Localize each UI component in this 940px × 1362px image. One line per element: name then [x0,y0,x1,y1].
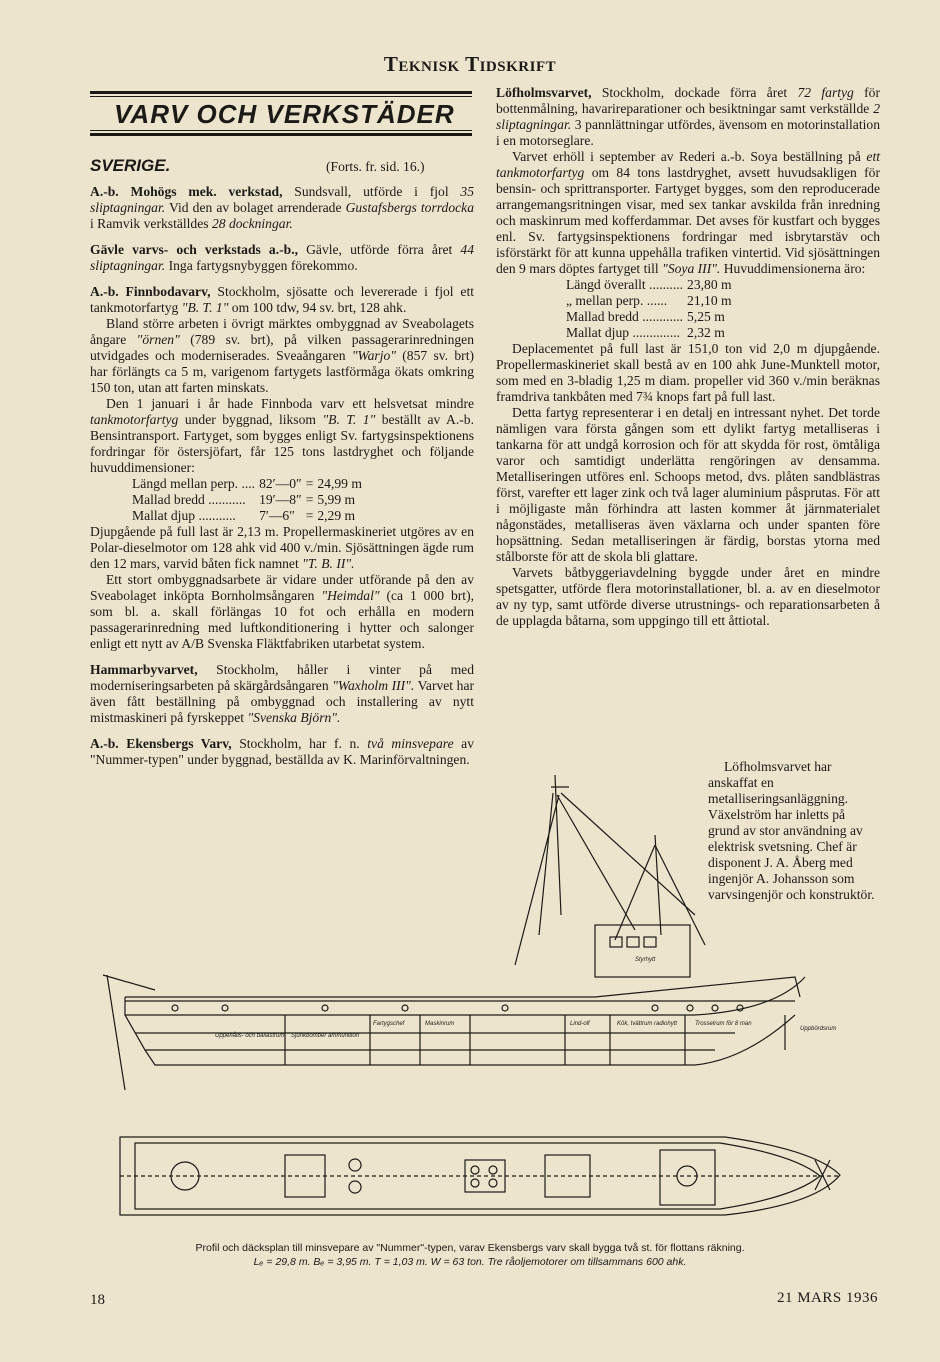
text-run: Sundsvall, utförde i fjol [282,184,461,199]
text-run: (789 sv. brt), på vilken passagerarinredningen utvidgades och moderniserades. Sveaångaren [90,332,474,363]
text-run: Varvet har även fått beställning på ombyggnad och installering av nytt mistmaskineri på fyrskeppet [90,678,475,725]
label-uppbordsrum: Uppbördsrum [800,1026,837,1032]
left-para-propeller [90,524,474,572]
text-run: Inga fartygsnybyggen förekommo. [165,258,358,273]
right-para-metallisering [496,405,880,565]
text-run: 44 sliptagningar. [90,242,475,273]
text-run: A.-b. Mohögs mek. verkstad, [90,184,283,199]
page-number: 18 [90,1292,105,1308]
text-run: A.-b. Finnbodavarv, [90,284,211,299]
text-run: Gustafsbergs torrdocka [345,200,474,215]
text-run: "Waxholm III". [332,678,415,693]
right-para-batbyggeri [496,565,880,629]
left-para-ornen [90,316,474,396]
country-heading: SVERIGE. [90,156,171,175]
left-para-gavle [90,242,474,274]
text-run: Den 1 januari i år hade Finnboda varv ett helsvetsat mindre [106,396,474,411]
text-run: 2 sliptagningar. [496,101,880,132]
left-para-heimdal [90,572,474,652]
text-run: Ett stort ombyggnadsarbete är vidare under utförande på den av Sveabolaget inköpta Bornholmsångaren [90,572,474,603]
figure-caption [90,1241,850,1269]
text-run: under byggnad, liksom [178,412,323,427]
label-lind-olf: Lind-olf [570,1021,590,1027]
dims-row: Mallat djup .............. 2,32 m [566,325,725,340]
right-para-lofholm [496,85,880,149]
masthead: Teknisk Tidskrift [383,52,557,76]
text-run: Djupgående på full last är 2,13 m. Propellermaskineriet utgöres av en Polar-dieselmotor om 128 ahk vid 400 v./min. Sjösättningen ägde rum den 12 mars, varvid båten fick namnet [90,524,474,571]
text-run: Varvet erhöll i september av Rederi a.-b. Soya beställning på [512,149,867,164]
text-run: tankmotorfartyg [90,412,179,427]
left-column [90,184,474,768]
label-sjunkbomber: Sjunkbomber ammunition [291,1033,360,1039]
dims-row: „ mellan perp. ...... 21,10 m [566,293,732,308]
left-para-hammarby [90,662,474,726]
header-rule-bottom-thin [90,130,472,131]
label-ballastrum: Uppehålls- och ballastrum [215,1033,285,1039]
text-run: "B. T. 1" [181,300,229,315]
text-run: "T. B. II". [302,556,355,571]
header-rule-bottom [90,133,472,136]
text-run: om 84 tons lastdryghet, avsett huvudsakligen för bensin- och sprittransporter. Fartyget bygges, som den reproducerade arrangemangsritningen visar, med sex tankar avskilda från inredning och maskinrum med kofferdammar. Det avses för kustfart och bygges enl. Sv. fartygsinspektionens fordringar med isbrytarstäv och isförstärkt för att kunna uppehålla trafiken vintertid. Vid sjösättningen den 9 mars döptes fartyget till [496,165,880,276]
dims-row: Mallad bredd ............ 5,25 m [566,309,725,324]
dims-row: Mallat djup ........... 7′—6″ = 2,29 m [132,508,356,523]
right-dims-table [566,277,736,341]
text-run: Stockholm, håller i vinter på med moderniseringsarbeten på skärgårdsångaren [90,662,474,693]
label-fartygschef: Fartygschef [373,1021,405,1027]
text-run: i Ramvik verkställdes [90,216,212,231]
dims-row: Längd mellan perp. .... 82′—0″ = 24,99 m [132,476,362,491]
dims-row: Mallad bredd ........... 19′—8″ = 5,99 m [132,492,356,507]
text-run: 35 sliptagningar. [90,184,474,215]
text-run: Gävle, utförde förra året [298,242,461,257]
text-run: Deplacementet på full last är 151,0 ton vid 2,0 m djupgående. Propellermaskineriet skall bestå av en 100 ahk June-Munktell motor, som med en 3-bladig 1,25 m diam. propeller vid 360 v./min beräknas framdriva tankbåten med 7¾ knops fart på full last. [496,341,880,404]
text-run: 28 dockningar. [211,216,293,231]
left-para-ekensberg [90,736,474,768]
text-run: ett tankmotorfartyg [496,149,880,180]
text-run: Gävle varvs- och verkstads a.-b., [90,242,298,257]
left-dims-table [132,476,366,524]
text-run: Stockholm, dockade förra året [591,85,798,100]
text-run: Löfholmsvarvet har anskaffat en metalliseringsanläggning. Växelström har inletts på grund av stor användning av elektrisk svetsning. Chef är disponent J. A. Åberg med ingenjör A. Johansson som varvsingenjör och konstruktör. [708,759,875,902]
text-run: Löfholmsvarvet, [496,85,592,100]
text-run: Bland större arbeten i övrigt märktes ombyggnad av Sveabolagets ångare [90,316,474,347]
text-run: (ca 1 000 brt), som bl. a. skall förlängas 10 fot och erhålla en modern passagerarinredning med luftkonditionering i hytter och salonger enligt ett nytt av A/B Svenska Fläktfabriken utarbetat system. [90,588,474,651]
text-run: 72 fartyg [797,85,854,100]
text-run: (857 sv. brt) har förlängts ca 5 m, varigenom fartygets lastförmåga ökats omkring 150 ton, utan att farten minskats. [90,348,474,395]
text-run: av "Nummer-typen" under byggnad, beställda av K. Marinförvaltningen. [90,736,475,767]
text-run: Huvuddimensionerna äro: [720,261,866,276]
left-para-mohogs [90,184,474,232]
label-styrhytt: Styrhytt [635,957,656,963]
text-run: för bottenmålning, havarireparationer och besiktningar samt verkställde [496,85,881,116]
text-run: "Warjo" [351,348,396,363]
text-run: Vid den av bolaget arrenderade [165,200,346,215]
text-run: två minsvepare [367,736,454,751]
text-run: Hammarbyvarvet, [90,662,198,677]
text-run: "örnen" [136,332,180,347]
right-para-deplacement [496,341,880,405]
section-title: VARV OCH VERKSTÄDER [114,99,455,129]
text-run: "Svenska Björn". [247,710,341,725]
right-para-soya [496,149,880,277]
header-rule-top-thin [90,96,472,97]
left-para-finnboda [90,284,474,316]
continued-note: (Forts. fr. sid. 16.) [326,159,425,174]
header-rule-top [90,91,472,94]
text-run: 3 pannlättningar utfördes, ävensom en motorinstallation i en motorseglare. [496,117,880,148]
issue-date: 21 MARS 1936 [776,1290,878,1306]
text-run: "Heimdal" [321,588,380,603]
text-run: "Soya III". [662,261,721,276]
text-run: "B. T. 1" [322,412,376,427]
label-kok: Kök, tvättrum radiohytt [617,1021,678,1027]
text-run: Detta fartyg representerar i en detalj en intressant nyhet. Det torde nämligen vara första gången som ett dylikt fartyg metalliseras i tankarna för att undgå korrosion och för att skydda för rost, ömtåliga varor och samtidigt underlätta rengöringen av densamma. Metalliseringen utföres enl. Schoops metod, dvs. plåten sandblästras först, varefter ett lager zink och två lager aluminium påsprutas. För att i möjligaste mån förhindra att lasten kommer åt järnmaterialet någonstädes, metalliseras även växlarna och under spanten före hopsättning. Sedan metalliseringen är färdig, borstas ytorna med stålborste för att de skola bli glattare. [496,405,880,564]
left-para-tank [90,396,474,476]
ship-drawing [95,765,885,1235]
text-run: A.-b. Ekensbergs Varv, [90,736,232,751]
text-run: beställt av A.-b. Bensintransport. Fartyget, som bygges enligt Sv. fartygsinspektionens fordringar för östersjöfart, får 125 tons lastdryghet och följande huvuddimensioner: [90,412,474,475]
text-run: Stockholm, sjösatte och levererade i fjol ett tankmotorfartyg [90,284,474,315]
dims-row: Längd överallt .......... 23,80 m [566,277,732,292]
text-run: Varvets båtbyggeriavdelning byggde under året en mindre spetsgatter, utförde flera motorinstallationer, bl. a. av en dieselmotor av ny typ, samt utförde diverse utrustnings- och reparationsarbeten å de upplagda båtarna, som uppgingo till ett åttiotal. [496,565,880,628]
label-maskinrum: Maskinrum [425,1021,455,1027]
text-run: om 100 tdw, 94 sv. brt, 128 ahk. [228,300,407,315]
right-column [496,85,880,629]
label-trosselrum: Trosselrum för 8 man [695,1021,752,1027]
caption-line-2: Lₑ = 29,8 m. Bₑ = 3,95 m. T = 1,03 m. W = 63 ton. Tre råoljemotorer om tillsammans 600 ahk. [253,1256,687,1268]
text-run: Stockholm, har f. n. [231,736,368,751]
caption-line-1: Profil och däcksplan till minsvepare av "Nummer"-typen, varav Ekensbergs varv skall bygga två st. för flottans räkning. [195,1242,745,1254]
